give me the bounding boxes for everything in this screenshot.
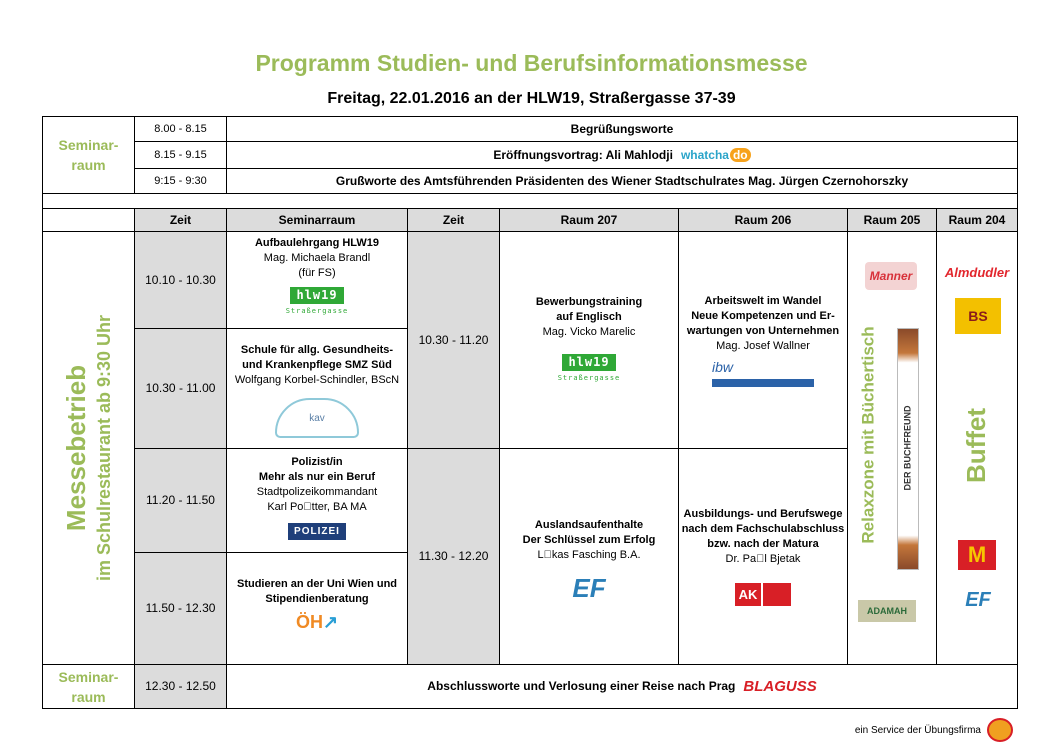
raum207-session-1-speaker: Mag. Vicko Marelic bbox=[542, 325, 636, 338]
seminar-slot-1-line-1: Mag. Michaela Brandl bbox=[263, 252, 371, 264]
session-time-1: 10.30 - 11.20 bbox=[407, 231, 500, 449]
session-time-2: 11.30 - 12.20 bbox=[407, 448, 500, 665]
header-zeit: Zeit bbox=[134, 208, 227, 232]
blaguss-logo: BLAGUSS bbox=[743, 678, 817, 695]
page-subtitle: Freitag, 22.01.2016 an der HLW19, Straßergasse 37-39 bbox=[327, 90, 736, 107]
uebungsfirma-logo bbox=[987, 718, 1013, 742]
footer bbox=[855, 718, 1013, 742]
seminar-slot-2 bbox=[226, 328, 408, 449]
messebetrieb-sublabel: im Schulrestaurant ab 9:30 Uhr bbox=[94, 314, 115, 582]
opening-text-3: Grußworte des Amtsführenden Präsidenten des Wiener Stadtschulrates Mag. Jürgen Czernohorszky bbox=[226, 168, 1018, 194]
mcdonalds-logo: M bbox=[958, 540, 996, 570]
seminar-time-3: 11.20 - 11.50 bbox=[134, 448, 227, 553]
page-title: Programm Studien- und Berufsinformationsmesse bbox=[255, 50, 808, 76]
ef-logo-2: EF bbox=[965, 588, 991, 611]
whatchado-logo: whatcha do bbox=[681, 148, 751, 163]
opening-text-1: Begrüßungsworte bbox=[226, 116, 1018, 142]
seminar-time-1: 10.10 - 10.30 bbox=[134, 231, 227, 329]
seminar-time-4: 11.50 - 12.30 bbox=[134, 552, 227, 665]
raum207-session-2-speaker: L￿kas Fasching B.A. bbox=[537, 548, 641, 561]
raum207-session-1-title: Bewerbungstraining auf Englisch bbox=[535, 295, 643, 323]
seminar-slot-1-line-2: (für FS) bbox=[298, 267, 336, 279]
raum207-session-2 bbox=[499, 448, 679, 665]
adamah-logo: ADAMAH bbox=[858, 600, 916, 622]
polizei-logo: POLIZEI bbox=[288, 523, 346, 540]
seminar-slot-3-line-2: Karl Po￿tter, BA MA bbox=[267, 501, 367, 513]
messebetrieb-label: Messebetrieb bbox=[61, 364, 92, 532]
seminar-slot-2-title: Schule für allg. Gesundheits- und Krankenpflege SMZ Süd bbox=[240, 344, 394, 371]
header-seminarraum: Seminarraum bbox=[226, 208, 408, 232]
seminar-slot-4 bbox=[226, 552, 408, 665]
seminar-slot-3 bbox=[226, 448, 408, 553]
opening-keynote: Eröffnungsvortrag: Ali Mahlodji bbox=[493, 147, 673, 162]
buchfreund-logo-text: DER BUCHFREUND bbox=[902, 405, 912, 491]
closing-text: Abschlussworte und Verlosung einer Reise nach Prag bbox=[427, 679, 736, 693]
buffet-label: Buffet bbox=[961, 407, 992, 483]
header-empty bbox=[42, 208, 135, 232]
ak-logo: AK bbox=[735, 583, 792, 606]
header-raum-204: Raum 204 bbox=[936, 208, 1018, 232]
closing-time: 12.30 - 12.50 bbox=[134, 664, 227, 709]
opening-time-1: 8.00 - 8.15 bbox=[134, 116, 227, 142]
seminar-slot-4-title: Studieren an der Uni Wien und Stipendienberatung bbox=[236, 578, 398, 605]
hlw19-logo-2-sub: Straßergasse bbox=[557, 373, 621, 382]
hlw19-logo-sub: Straßergasse bbox=[285, 307, 349, 315]
raum206-session-2-title: Ausbildungs- und Berufswege nach dem Fachschulabschluss bzw. nach der Matura bbox=[681, 508, 845, 550]
backerei-schwarz-logo: BS bbox=[955, 298, 1001, 334]
raum207-session-1 bbox=[499, 231, 679, 449]
seminar-slot-3-line-1: Stadtpolizeikommandant bbox=[256, 486, 378, 498]
oeh-logo: ÖH↗ bbox=[295, 612, 339, 632]
almdudler-logo: Almdudler bbox=[944, 264, 1010, 280]
footer-text: ein Service der Übungsfirma bbox=[854, 724, 981, 736]
manner-logo: Manner bbox=[865, 262, 917, 290]
hlw19-logo: hlw19 bbox=[290, 287, 343, 304]
ef-logo: EF bbox=[572, 572, 606, 603]
opening-text-2 bbox=[226, 141, 1018, 169]
ibw-logo: ibw bbox=[712, 358, 734, 375]
opening-room-label: Seminar- raum bbox=[42, 116, 135, 194]
header-raum-205: Raum 205 bbox=[847, 208, 937, 232]
kav-logo: kav bbox=[275, 398, 359, 438]
seminar-slot-2-line-1: Wolfgang Korbel-Schindler, BScN bbox=[234, 374, 400, 386]
raum206-session-1 bbox=[678, 231, 848, 449]
raum206-session-1-title: Arbeitswelt im Wandel Neue Kompetenzen und Er- wartungen von Unternehmen bbox=[686, 294, 840, 337]
seminar-time-2: 10.30 - 11.00 bbox=[134, 328, 227, 449]
header-raum-207: Raum 207 bbox=[499, 208, 679, 232]
raum207-session-2-title: Auslandsaufenthalte Der Schlüssel zum Erfolg bbox=[522, 518, 656, 546]
raum206-session-2 bbox=[678, 448, 848, 665]
opening-time-2: 8.15 - 9.15 bbox=[134, 141, 227, 169]
ibw-logo-bar bbox=[712, 379, 814, 387]
hlw19-logo-2: hlw19 bbox=[562, 354, 615, 371]
header-zeit-2: Zeit bbox=[407, 208, 500, 232]
opening-time-3: 9:15 - 9:30 bbox=[134, 168, 227, 194]
raum206-session-2-speaker: Dr. Pa￿l Bjetak bbox=[725, 553, 801, 565]
spacer-row bbox=[42, 193, 1018, 209]
closing-text-cell bbox=[226, 664, 1018, 709]
seminar-slot-1-title: Aufbaulehrgang HLW19 bbox=[254, 237, 380, 249]
raum205-label: Relaxzone mit Büchertisch bbox=[859, 326, 878, 544]
closing-room-label: Seminar- raum bbox=[42, 664, 135, 709]
header-raum-206: Raum 206 bbox=[678, 208, 848, 232]
seminar-slot-3-title: Polizist/in Mehr als nur ein Beruf bbox=[258, 456, 376, 483]
raum206-session-1-speaker: Mag. Josef Wallner bbox=[716, 339, 810, 352]
seminar-slot-1 bbox=[226, 231, 408, 329]
